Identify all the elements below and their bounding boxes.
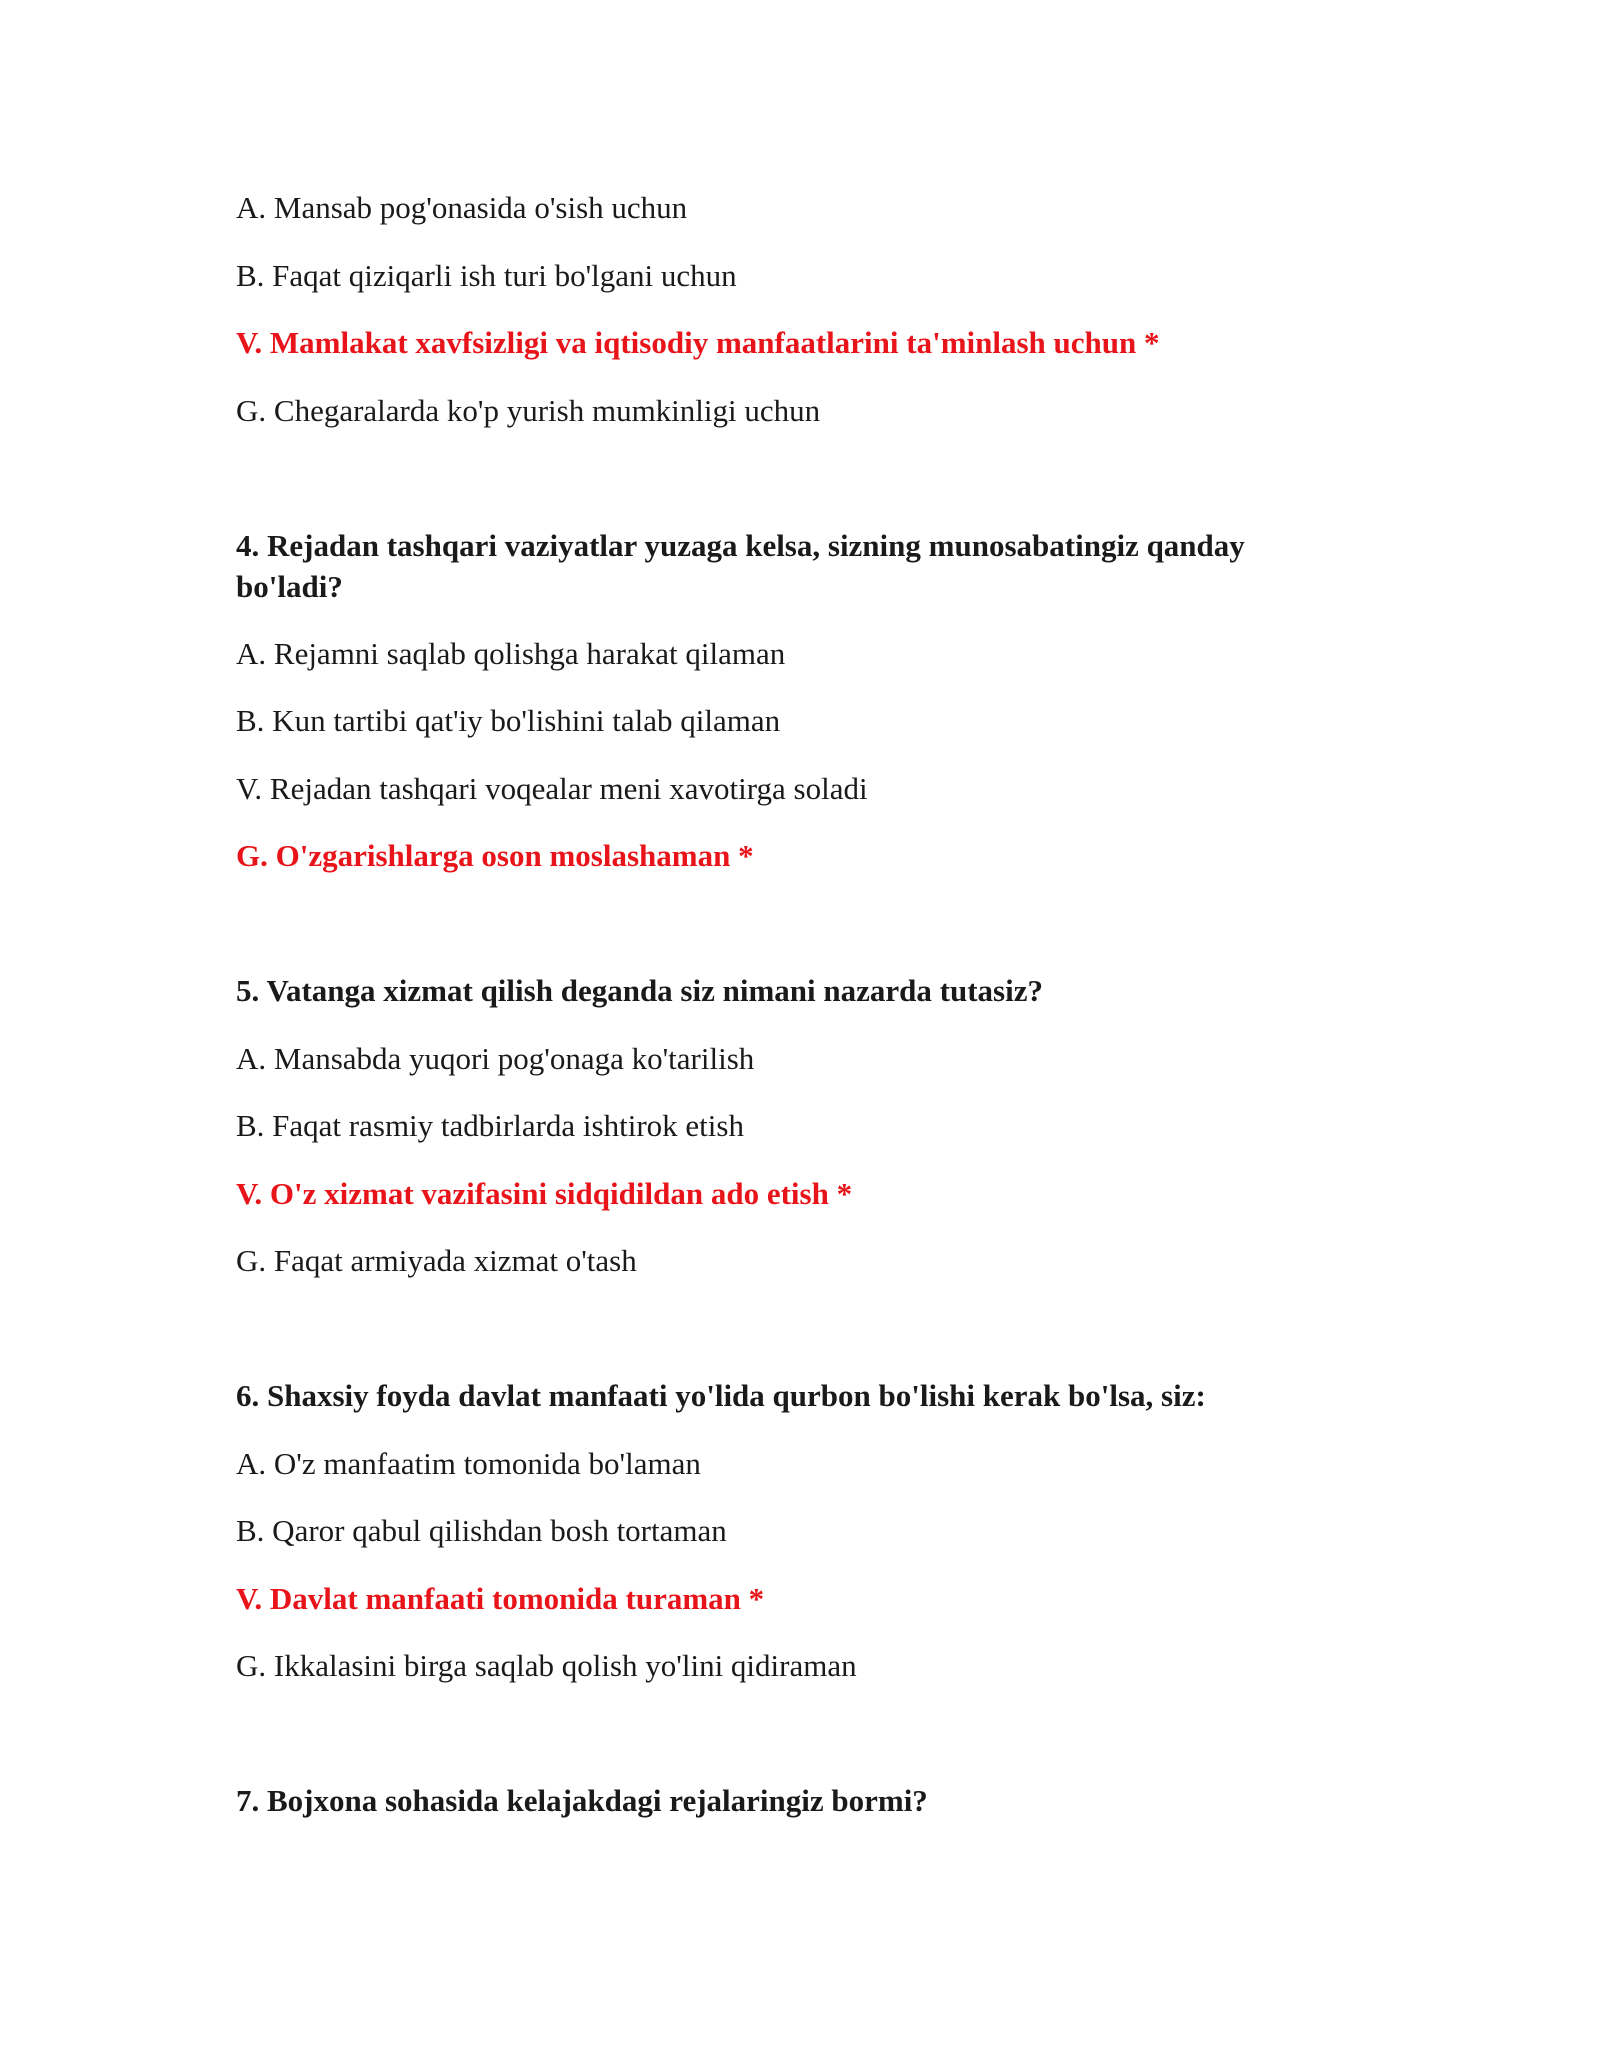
q5-option-a: A. Mansabda yuqori pog'onaga ko'tarilish <box>236 1041 755 1076</box>
q4-option-a: A. Rejamni saqlab qolishga harakat qilaman <box>236 636 786 671</box>
q5-option-g: G. Faqat armiyada xizmat o'tash <box>236 1243 637 1278</box>
q5-option-b: B. Faqat rasmiy tadbirlarda ishtirok etish <box>236 1108 744 1143</box>
q6-option-b: B. Qaror qabul qilishdan bosh tortaman <box>236 1513 727 1548</box>
q4-question: 4. Rejadan tashqari vaziyatlar yuzaga kelsa, sizning munosabatingiz qanday bo'ladi? <box>236 528 1245 604</box>
q5-option-v-correct: V. O'z xizmat vazifasini sidqidildan ado etish * <box>236 1176 853 1211</box>
q3-option-g: G. Chegaralarda ko'p yurish mumkinligi uchun <box>236 393 821 428</box>
q6-option-g: G. Ikkalasini birga saqlab qolish yo'lini qidiraman <box>236 1648 857 1683</box>
q6-question: 6. Shaxsiy foyda davlat manfaati yo'lida qurbon bo'lishi kerak bo'lsa, siz: <box>236 1378 1206 1413</box>
q5-question: 5. Vatanga xizmat qilish deganda siz nimani nazarda tutasiz? <box>236 973 1043 1008</box>
q4-option-g-correct: G. O'zgarishlarga oson moslashaman * <box>236 838 754 873</box>
q4-option-v: V. Rejadan tashqari voqealar meni xavotirga soladi <box>236 771 868 806</box>
q3-option-v-correct: V. Mamlakat xavfsizligi va iqtisodiy manfaatlarini ta'minlash uchun * <box>236 325 1160 360</box>
q3-option-a: A. Mansab pog'onasida o'sish uchun <box>236 190 688 225</box>
q3-option-b: B. Faqat qiziqarli ish turi bo'lgani uchun <box>236 258 737 293</box>
q7-question: 7. Bojxona sohasida kelajakdagi rejalaringiz bormi? <box>236 1783 928 1818</box>
q6-option-v-correct: V. Davlat manfaati tomonida turaman * <box>236 1581 765 1616</box>
q6-option-a: A. O'z manfaatim tomonida bo'laman <box>236 1446 701 1481</box>
q4-option-b: B. Kun tartibi qat'iy bo'lishini talab qilaman <box>236 703 781 738</box>
